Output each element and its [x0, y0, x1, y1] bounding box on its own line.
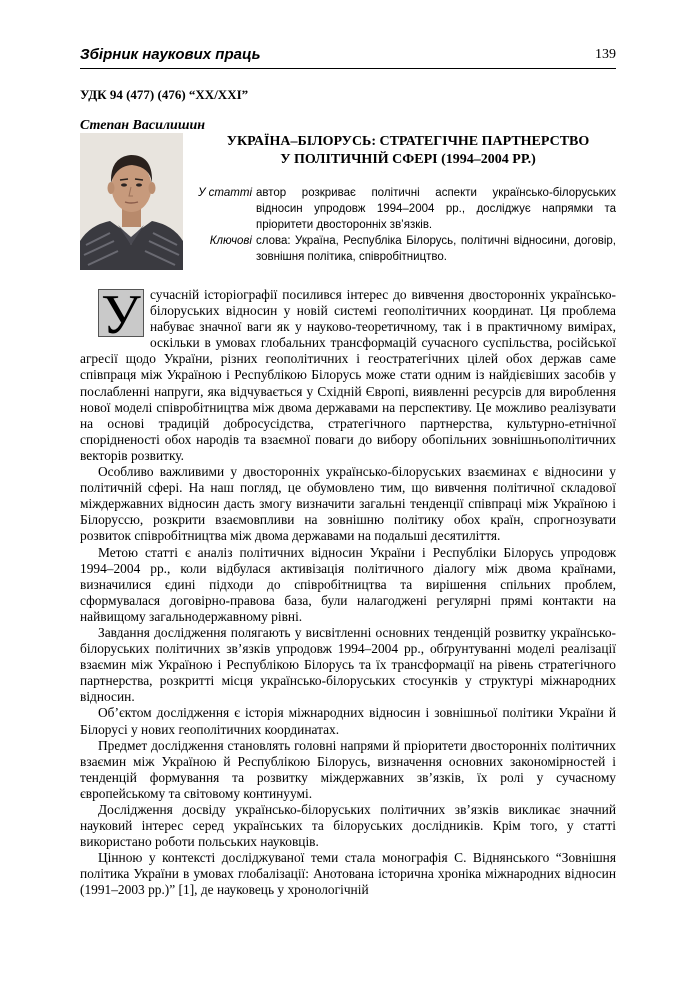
paragraph-text: сучасній історіографії посилився інтерес до вивчення двосторонніх українсько-білоруських відносин у новій системі геополітичних координат. Ця проблема набуває значної ваги як у науково-теоретичному, так і в практичному вимірах, оскільки в умовах глобальних трансформацій сучасного суспільства, російської агресії щодо України, різних геополітичних і геостратегічних цілей обох держав саме співпраця між Україною і Республікою Білорусь може стати одним із найдієвіших засобів у послабленні напруги, яка відчувається у Східній Європі, виявленні ресурсів для вироблення нової моделі співробітництва між двома державами на перспективу. Це можливо реалізувати на основі традицій добросусідства, стратегічного партнерства, культурно-етнічної спорідненості обох народів та взаємної поваги до вибору обопільних зовнішньополітичних векторів розвитку.	[80, 287, 616, 463]
article-title	[200, 133, 616, 169]
abstract-text: автор розкриває політичні аспекти українсько-білоруських відносин упродовж 1994–2004 рр., досліджує напрямки та пріоритети двосторонніх зв’язків.	[256, 187, 616, 231]
article-body	[80, 284, 616, 899]
body-paragraph-1	[80, 284, 616, 464]
abstract-label: У статті	[198, 187, 252, 199]
body-paragraph-7: Дослідження досвіду українсько-білоруських політичних зв’язків викликає значний науковий інтерес серед українських та білоруських дослідників. Крім того, у статті використано роботи польських науковців.	[80, 802, 616, 850]
body-paragraph-8: Цінною у контексті досліджуваної теми стала монографія С. Віднянського “Зовнішня політика України в умовах глобалізації: Анотована історична хроніка міжнародних відносин (1991–2003 рр.)” [1], де науковець у хронологічній	[80, 850, 616, 898]
author-portrait-icon	[80, 133, 183, 270]
body-paragraph-5: Об’єктом дослідження є історія міжнародних відносин і зовнішньої політики України й Білорусі у нових геополітичних координатах.	[80, 705, 616, 737]
running-header	[80, 46, 616, 69]
body-paragraph-4: Завдання дослідження полягають у висвітленні основних тенденцій розвитку українсько-білоруських політичних зв’язків упродовж 1994–2004 рр., обґрунтуванні моделі реалізації взаємин між Україною і Республікою Білорусь та їх трансформації на рівень стратегічного партнерства, розкритті місця українсько-білоруських стосунків у структурі міжнародних відносин.	[80, 624, 616, 705]
article-title-line-2: У ПОЛІТИЧНІЙ СФЕРІ (1994–2004 РР.)	[280, 152, 536, 167]
abstract-row	[190, 185, 616, 233]
article-title-line-1: УКРАЇНА–БІЛОРУСЬ: СТРАТЕГІЧНЕ ПАРТНЕРСТВО	[226, 134, 590, 149]
body-paragraph-3: Метою статті є аналіз політичних відносин України і Республіки Білорусь упродовж 1994–2004 рр., коли відбулася активізація політичного діалогу між двома країнами, визначилися єдині підходи до співробітництва та вирішення спільних проблем, сформувалася договірно-правова база, були налагоджені регулярні прямі контакти на найвищому загальнодержавному рівні.	[80, 544, 616, 624]
page-number: 139	[595, 47, 616, 62]
body-paragraph-2: Особливо важливими у двосторонніх українсько-білоруських взаєминах є відносини у політичній сфері. На наш погляд, це обумовлено тим, що вивчення політичної складової міждержавних відносин дасть змогу визначити загальні тенденції співпраці між Україною і Білоруссю, розкрити взаємовпливи на зовнішню політику обох країн, спрогнозувати розвиток співробітництва між двома державами на подальші десятиліття.	[80, 464, 616, 544]
keywords-row	[190, 233, 616, 265]
keywords-label: Ключові	[209, 235, 252, 247]
journal-title: Збірник наукових праць	[80, 46, 261, 63]
keywords-text: слова: Україна, Республіка Білорусь, політичні відносини, договір, зовнішня політика, співробітництво.	[256, 235, 616, 263]
author-photo	[80, 133, 183, 270]
author-name: Степан Василишин	[80, 118, 206, 133]
drop-cap: У	[98, 289, 144, 337]
body-paragraph-6: Предмет дослідження становлять головні напрями й пріоритети двосторонніх політичних взаємин між Україною й Республікою Білорусь, визначення основних закономірностей і тенденцій формування та розвитку міждержавних зв’язків, їх ролі у сучасному європейському та світовому континуумі.	[80, 737, 616, 801]
abstract-block	[190, 185, 616, 265]
udk-code: УДК 94 (477) (476) “XX/XXI”	[80, 87, 249, 102]
